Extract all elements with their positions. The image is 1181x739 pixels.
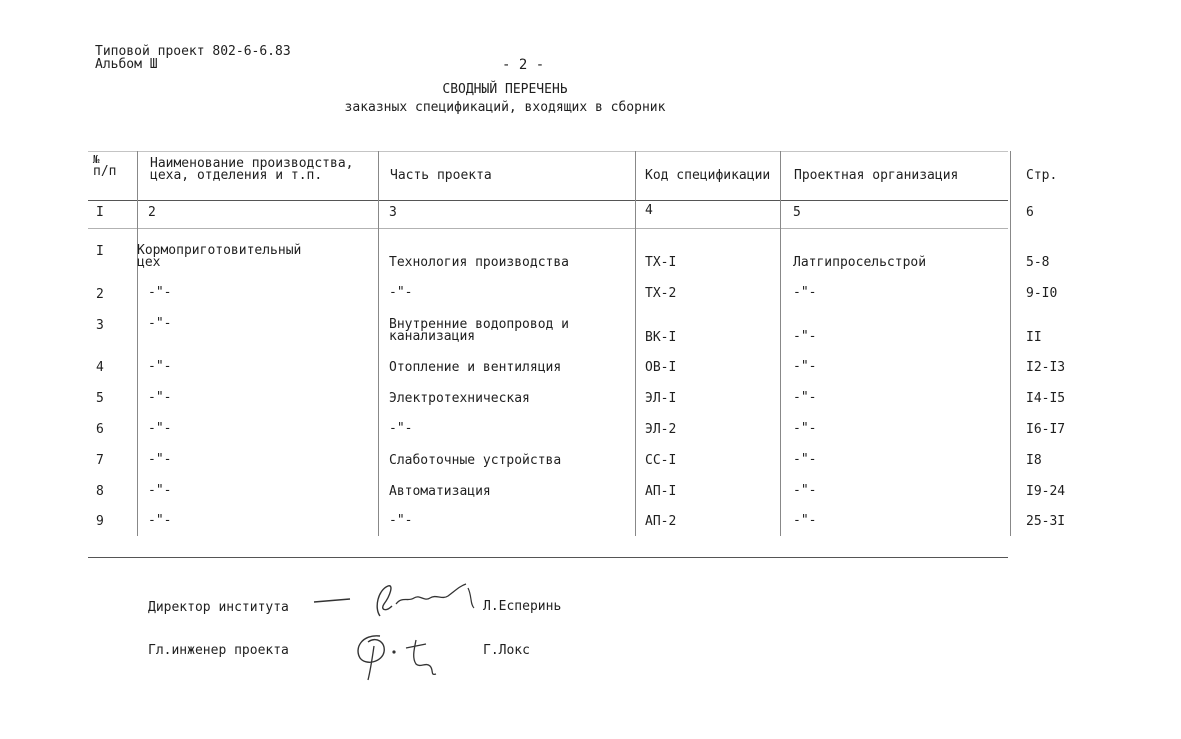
row-spec-code: АП-I bbox=[645, 484, 677, 499]
row-project-part: Автоматизация bbox=[389, 484, 491, 499]
row-workshop: -"- bbox=[148, 421, 172, 436]
row-page: 9-I0 bbox=[1026, 286, 1058, 301]
row-project-part: Отопление и вентиляция bbox=[389, 360, 562, 375]
col-divider-5 bbox=[1010, 151, 1011, 536]
row-spec-code: ЭЛ-I bbox=[645, 391, 677, 406]
document-title: СВОДНЫЙ ПЕРЕЧЕНЬ bbox=[442, 82, 568, 97]
col-divider-3 bbox=[635, 151, 636, 536]
document-header bbox=[95, 45, 291, 71]
header-bottom-rule bbox=[88, 200, 1008, 201]
row-page: 5-8 bbox=[1026, 255, 1050, 270]
table-bottom-rule bbox=[88, 557, 1008, 558]
col-divider-1 bbox=[137, 151, 138, 536]
row-number: 7 bbox=[96, 453, 104, 468]
director-name: Л.Есперинь bbox=[483, 599, 562, 614]
col-number-5: 5 bbox=[793, 205, 801, 220]
row-project-part: Технология производства bbox=[389, 255, 570, 270]
row-organization: -"- bbox=[793, 285, 817, 300]
row-organization: -"- bbox=[793, 359, 817, 374]
director-signature-icon bbox=[310, 578, 490, 624]
row-organization: -"- bbox=[793, 452, 817, 467]
row-page: I6-I7 bbox=[1026, 422, 1066, 437]
row-workshop: -"- bbox=[148, 513, 172, 528]
col-header-project-part: Часть проекта bbox=[390, 168, 492, 183]
row-page: I2-I3 bbox=[1026, 360, 1066, 375]
row-organization: -"- bbox=[793, 513, 817, 528]
row-number: 3 bbox=[96, 318, 104, 333]
engineer-name: Г.Локс bbox=[483, 643, 530, 658]
row-workshop: -"- bbox=[148, 390, 172, 405]
row-spec-code: ЭЛ-2 bbox=[645, 422, 677, 437]
col-divider-2 bbox=[378, 151, 379, 536]
row-spec-code: ТХ-2 bbox=[645, 286, 677, 301]
row-page: I9-24 bbox=[1026, 484, 1066, 499]
row-page: I4-I5 bbox=[1026, 391, 1066, 406]
row-number: 6 bbox=[96, 422, 104, 437]
row-workshop: -"- bbox=[148, 452, 172, 467]
document-subtitle: заказных спецификаций, входящих в сборник bbox=[344, 100, 666, 115]
project-code: Типовой проект 802-6-6.83 bbox=[95, 44, 291, 59]
col-number-4: 4 bbox=[645, 203, 653, 218]
row-project-part: -"- bbox=[389, 513, 413, 528]
col-header-spec-code: Код спецификации bbox=[645, 168, 771, 183]
row-project-part: -"- bbox=[389, 421, 413, 436]
row-workshop: -"- bbox=[148, 285, 172, 300]
col-header-organization: Проектная организация bbox=[794, 168, 959, 183]
row-project-part: Электротехническая bbox=[389, 391, 530, 406]
row-organization: -"- bbox=[793, 483, 817, 498]
col-number-6: 6 bbox=[1026, 205, 1034, 220]
row-organization: Латгипросельстрой bbox=[793, 255, 927, 270]
engineer-title: Гл.инженер проекта bbox=[148, 643, 289, 658]
row-project-part: Слаботочные устройства bbox=[389, 453, 562, 468]
row-number: 8 bbox=[96, 484, 104, 499]
row-spec-code: ТХ-I bbox=[645, 255, 677, 270]
row-workshop: -"- bbox=[148, 316, 172, 331]
row-organization: -"- bbox=[793, 329, 817, 344]
col-header-number: № п/п bbox=[93, 153, 117, 179]
engineer-signature-icon bbox=[350, 626, 445, 684]
row-number: 9 bbox=[96, 514, 104, 529]
row-spec-code: АП-2 bbox=[645, 514, 677, 529]
col-divider-4 bbox=[780, 151, 781, 536]
col-header-page: Стр. bbox=[1026, 168, 1058, 183]
row-project-part: -"- bbox=[389, 285, 413, 300]
row-page: II bbox=[1026, 330, 1042, 345]
row-spec-code: ВК-I bbox=[645, 330, 677, 345]
row-organization: -"- bbox=[793, 390, 817, 405]
row-number: 5 bbox=[96, 391, 104, 406]
row-workshop: -"- bbox=[148, 359, 172, 374]
numbering-bottom-rule bbox=[88, 228, 1008, 229]
row-project-part: Внутренние водопровод и канализация bbox=[389, 317, 570, 344]
col-number-3: 3 bbox=[389, 205, 397, 220]
row-page: 25-3I bbox=[1026, 514, 1066, 529]
row-organization: -"- bbox=[793, 421, 817, 436]
director-title: Директор института bbox=[148, 600, 289, 615]
page-number: - 2 - bbox=[502, 57, 545, 73]
col-number-1: I bbox=[96, 205, 104, 220]
col-number-2: 2 bbox=[148, 205, 156, 220]
row-number: 2 bbox=[96, 287, 104, 302]
row-number: I bbox=[96, 244, 104, 259]
row-spec-code: СС-I bbox=[645, 453, 677, 468]
col-header-workshop: Наименование производства, цеха, отделения и т.п. bbox=[150, 156, 354, 183]
row-spec-code: ОВ-I bbox=[645, 360, 677, 375]
row-workshop: Кормоприготовительный цех bbox=[137, 243, 302, 270]
album-number: Альбом Ш bbox=[95, 57, 158, 72]
table-top-rule bbox=[88, 151, 1008, 152]
row-workshop: -"- bbox=[148, 483, 172, 498]
row-number: 4 bbox=[96, 360, 104, 375]
row-page: I8 bbox=[1026, 453, 1042, 468]
